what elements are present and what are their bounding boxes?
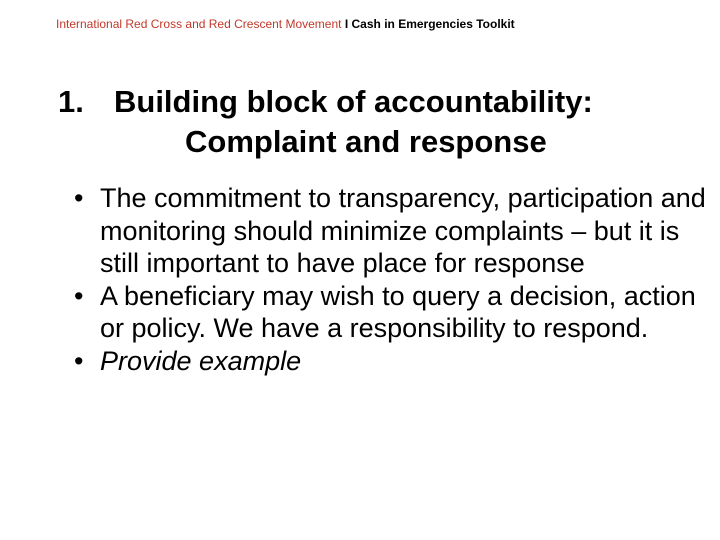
- bullet-text: A beneficiary may wish to query a decision, action or policy. We have a responsibility to respond.: [100, 280, 696, 343]
- bullet-marker: •: [74, 280, 84, 311]
- slide-title-line-2: Complaint and response: [185, 124, 547, 159]
- bullet-list: [74, 182, 714, 377]
- slide-title-number: 1.: [58, 84, 84, 119]
- bullet-text: The commitment to transparency, participation and monitoring should minimize complaints – but it is still important to have place for response: [100, 183, 706, 278]
- bullet-item: [74, 280, 714, 345]
- bullet-item: [74, 345, 714, 378]
- header-separator: I: [344, 17, 349, 31]
- bullet-item: [74, 182, 714, 280]
- organization-name: International Red Cross and Red Crescent Movement: [56, 17, 342, 31]
- bullet-marker: •: [74, 345, 84, 376]
- bullet-marker: •: [74, 183, 84, 213]
- toolkit-header: [56, 16, 515, 32]
- slide-title: [58, 82, 698, 162]
- slide-title-line-1: Building block of accountability:: [114, 84, 593, 119]
- bullet-text: Provide example: [100, 345, 302, 376]
- toolkit-name: Cash in Emergencies Toolkit: [351, 17, 515, 31]
